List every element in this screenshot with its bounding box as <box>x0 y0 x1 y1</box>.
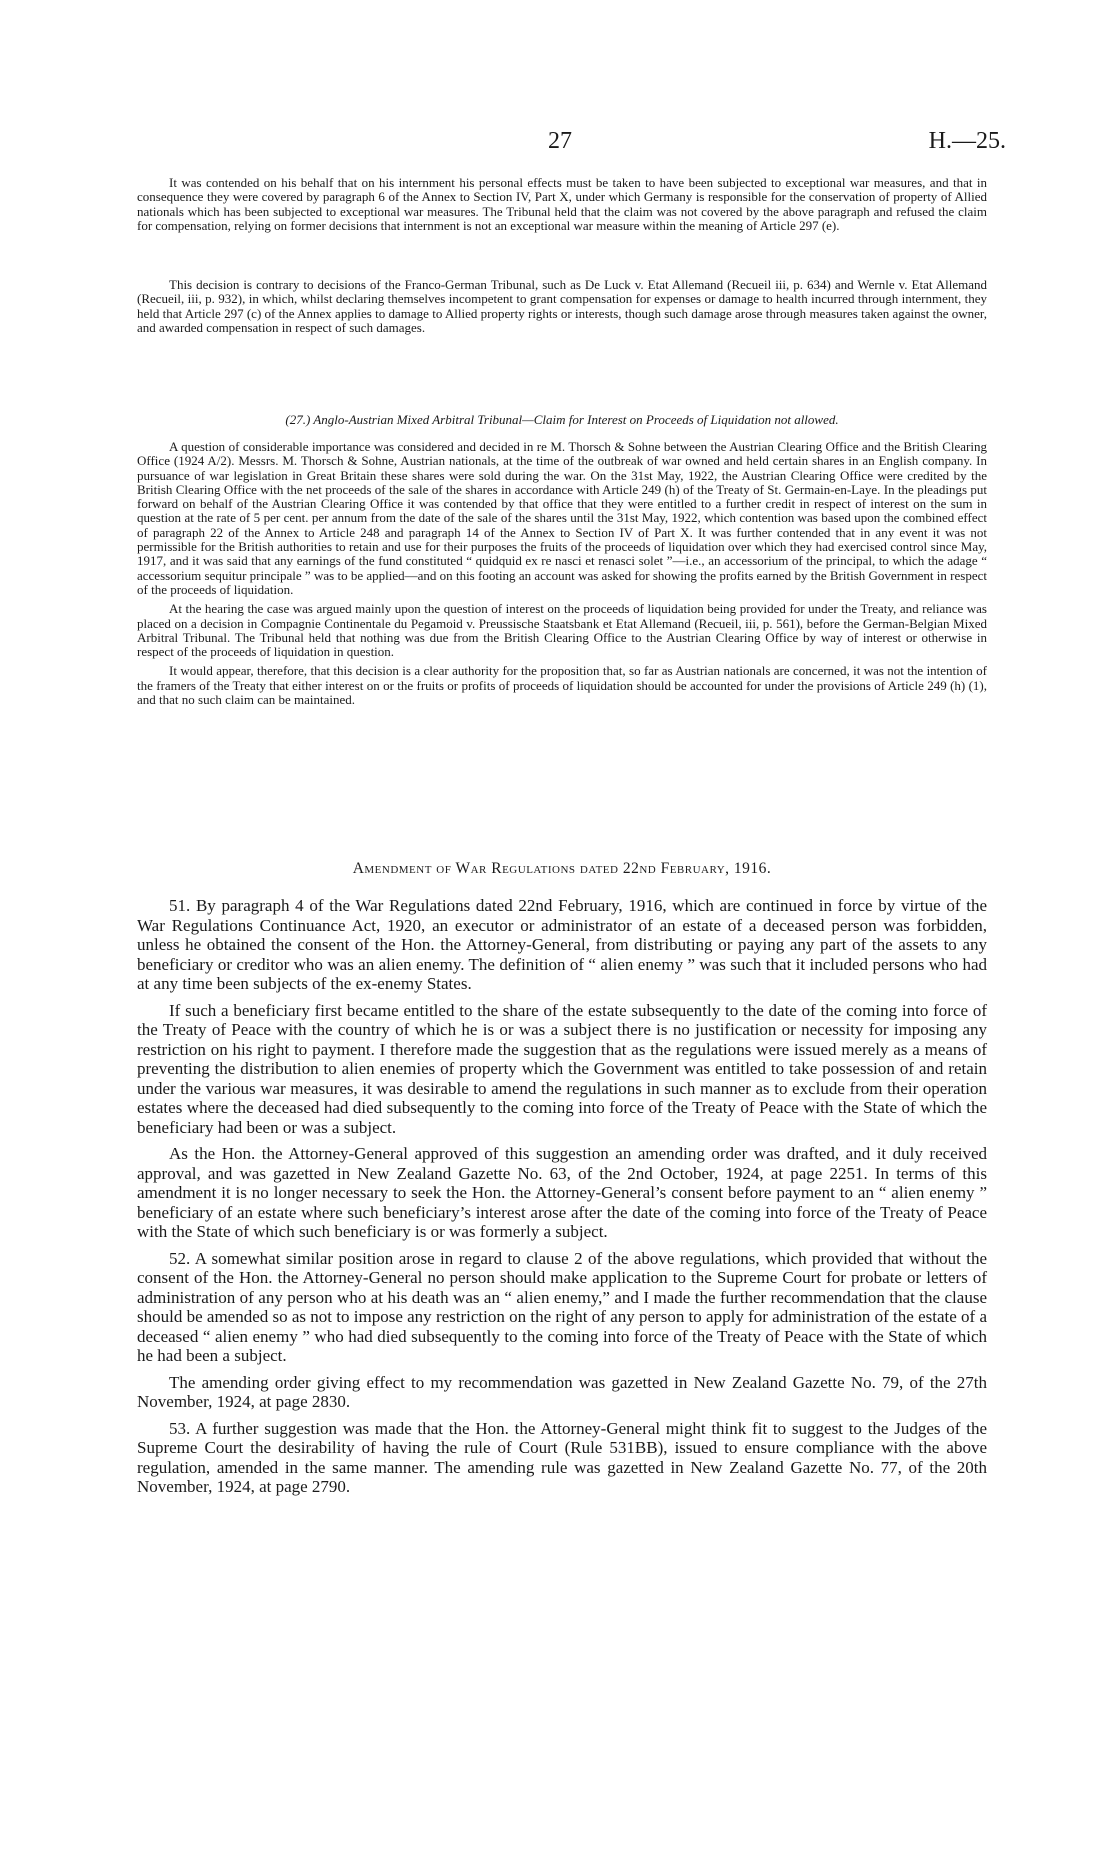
amendment-paragraph: 51. By paragraph 4 of the War Regulations dated 22nd February, 1916, which are continued in force by virtue of the War Regulations Continuance Act, 1920, an executor or administrator of an estate of a deceased person was forbidden, unless he obtained the consent of the Hon. the Attorney-General, from distributing or paying any part of the assets to any beneficiary or creditor who was an alien enemy. The definition of “ alien enemy ” was such that it included persons who had at any time been subjects of the ex-enemy States. <box>137 896 987 993</box>
page-header <box>0 128 1114 168</box>
amendment-paragraph: If such a beneficiary first became entitled to the share of the estate subsequently to the date of the coming into force of the Treaty of Peace with the country of which he is or was a subject there is no justification or necessity for imposing any restriction on his right to payment. I therefore made the suggestion that as the regulations were issued merely as a means of preventing the distribution to alien enemies of property which the Government was entitled to take possession of and retain under the various war measures, it was desirable to amend the regulations in such manner as to exclude from their operation estates where the deceased had died subsequently to the coming into force of the Treaty of Peace with the State of which the beneficiary had been or was a subject. <box>137 1000 987 1137</box>
internment-paragraph: It was contended on his behalf that on his internment his personal effects must be taken to have been subjected to exceptional war measures, and that in consequence they were covered by paragraph 6 of the Annex to Section IV, Part X, under which Germany is responsible for the conservation of property of Allied nationals which has been subjected to exceptional war measures. The Tribunal held that the claim was not covered by the above paragraph and refused the claim for compensation, relying on former decisions that internment is not an exceptional war measure within the meaning of Article 297 (e). <box>137 175 987 233</box>
thorsch-paragraph: At the hearing the case was argued mainly upon the question of interest on the proceeds of liquidation being provided for under the Treaty, and reliance was placed on a decision in Compagnie Continentale du Pegamoid v. Preussische Staatsbank et Etat Allemand (Recueil, iii, p. 561), before the German-Belgian Mixed Arbitral Tribunal. The Tribunal held that nothing was due from the British Clearing Office to the Austrian Clearing Office by way of interest or otherwise in respect of the proceeds of liquidation in question. <box>137 601 987 660</box>
thorsch-paragraph: It would appear, therefore, that this decision is a clear authority for the proposition that, so far as Austrian nationals are concerned, it was not the intention of the framers of the Treaty that either interest on or the fruits or profits of proceeds of liquidation should be accounted for under the provisions of Article 249 (h) (1), and that no such claim can be maintained. <box>137 663 987 708</box>
internment-paragraph-block <box>137 176 987 233</box>
amendment-paragraph: 53. A further suggestion was made that the Hon. the Attorney-General might think fit to suggest to the Judges of the Supreme Court the desirability of having the rule of Court (Rule 531BB), issued to ensure compliance with the above regulation, amended in the same manner. The amending rule was gazetted in New Zealand Gazette No. 77, of the 20th November, 1924, at page 2790. <box>137 1418 987 1496</box>
amendment-paragraph: The amending order giving effect to my recommendation was gazetted in New Zealand Gazette No. 79, of the 27th November, 1924, at page 2830. <box>137 1372 987 1411</box>
amendment-paragraph: 52. A somewhat similar position arose in regard to clause 2 of the above regulations, which provided that without the consent of the Hon. the Attorney-General no person should make application to the Supreme Court for probate or letters of administration of any person who at his death was an “ alien enemy,” and I made the further recommendation that the clause should be amended so as not to impose any restriction on the right of any person to apply for administration of the estate of a deceased “ alien enemy ” who had died subsequently to the coming into force of the Treaty of Peace with the State of which he had been a subject. <box>137 1248 987 1365</box>
page-number: 27 <box>548 128 572 154</box>
amendment-paragraph: As the Hon. the Attorney-General approved of this suggestion an amending order was drafted, and it duly received approval, and was gazetted in New Zealand Gazette No. 63, of the 2nd October, 1924, at page 2251. In terms of this amendment it is no longer necessary to seek the Hon. the Attorney-General’s consent before payment to an “ alien enemy ” beneficiary of an estate where such beneficiary’s interest arose after the date of the coming into force of the Treaty of Peace with the State of which such beneficiary is or was formerly a subject. <box>137 1144 987 1241</box>
document-code: H.—25. <box>928 128 1006 154</box>
amendment-section-body <box>137 896 987 1504</box>
case-heading: (27.) Anglo-Austrian Mixed Arbitral Tribunal—Claim for Interest on Proceeds of Liquidation not allowed. <box>285 412 839 427</box>
section-title: Amendment of War Regulations dated 22nd February, 1916. <box>352 860 772 877</box>
contrary-paragraph-block <box>137 278 987 335</box>
thorsch-paragraph: A question of considerable importance was considered and decided in re M. Thorsch & Sohne between the Austrian Clearing Office and the British Clearing Office (1924 A/2). Messrs. M. Thorsch & Sohne, Austrian nationals, at the time of the outbreak of war owned and held certain shares in an English company. In pursuance of war legislation in Great Britain these shares were sold during the war. On the 31st May, 1922, the Austrian Clearing Office were credited by the British Clearing Office with the net proceeds of the sale of the shares in accordance with Article 249 (h) of the Treaty of St. Germain-en-Laye. In the pleadings put forward on behalf of the Austrian Clearing Office it was contended by that office that they were entitled to a further credit in respect of interest on the sum in question at the rate of 5 per cent. per annum from the date of the sale of the shares until the 31st May, 1922, which contention was based upon the combined effect of paragraph 22 of the Annex to Article 248 and paragraph 14 of the Annex to Section IV of Part X. It was further contended that in any event it was not permissible for the British authorities to retain and use for their purposes the fruits of the proceeds of liquidation over which they had exercised control since May, 1917, and it was said that any earnings of the fund constituted “ quidquid ex re nasci et renasci solet ”—i.e., an accessorium of the principal, to which the adage “ accessorium sequitur principale ” was to be applied—and on this footing an account was asked for showing the profits earned by the British Government in respect of the proceeds of liquidation. <box>137 439 987 597</box>
contrary-paragraph: This decision is contrary to decisions of the Franco-German Tribunal, such as De Luck v. Etat Allemand (Recueil iii, p. 634) and Wernle v. Etat Allemand (Recueil, iii, p. 932), in which, whilst declaring themselves incompetent to grant compensation for expenses or damage to health incurred through internment, they held that Article 297 (c) of the Annex applies to damage to Allied property rights or interests, though such damage arose through measures taken against the owner, and awarded compensation in respect of such damages. <box>137 277 987 335</box>
thorsch-case-block <box>137 440 987 712</box>
